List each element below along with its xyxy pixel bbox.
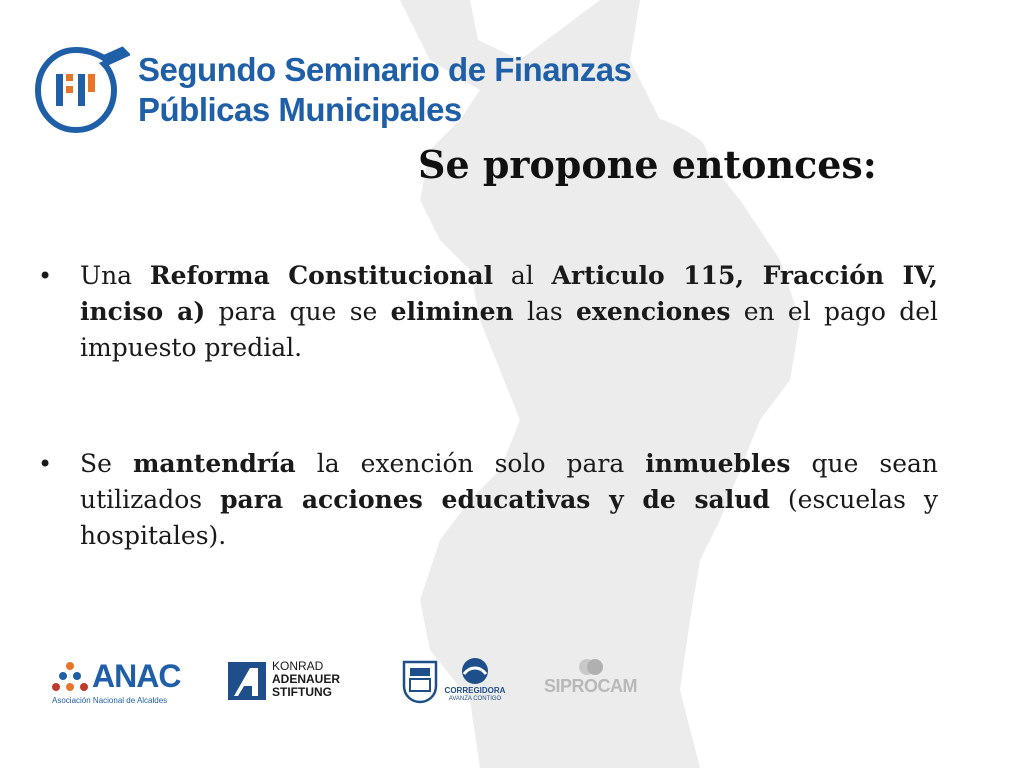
anac-name: ANAC (92, 658, 181, 694)
siprocam-icon (576, 656, 606, 678)
bullet-text: Se mantendría la exención solo para inmuebles que sean utilizados para acciones educativas y de salud (escuelas y hospitales). (80, 449, 939, 550)
footer-logos (0, 652, 1024, 712)
corregidora-name: CORREGIDORA (444, 686, 506, 695)
seminar-title (138, 50, 631, 130)
konrad-adenauer-logo (228, 660, 368, 704)
bullet-item-1 (38, 258, 938, 366)
kas-name: KONRAD ADENAUER STIFTUNG (272, 659, 341, 699)
corregidora-icon (440, 656, 510, 686)
fp-logo-icon (34, 44, 130, 134)
bullet-dot: • (38, 450, 53, 478)
bullet-item-2 (38, 446, 938, 554)
corregidora-logo (440, 656, 510, 706)
bullet-list (38, 258, 938, 554)
anac-subtitle: Asociación Nacional de Alcaldes (52, 696, 168, 705)
siprocam-name: SIPROCAM (544, 676, 638, 696)
anac-dots-icon (52, 660, 88, 696)
municipal-seal-icon (400, 656, 440, 704)
corregidora-tagline: AVANZA CONTIGO (448, 696, 502, 702)
seminar-title-line2: Públicas Municipales (138, 91, 462, 128)
kas-mark-icon (228, 662, 266, 700)
bullet-dot: • (38, 262, 53, 290)
slide-title: Se propone entonces: (418, 142, 877, 187)
seminar-title-line1: Segundo Seminario de Finanzas (138, 51, 632, 88)
siprocam-logo (544, 656, 640, 708)
bullet-text: Una Reforma Constitucional al Articulo 115, Fracción IV, inciso a) para que se eliminen las exenciones en el pago del impuesto predial. (80, 261, 939, 362)
anac-logo (52, 658, 192, 706)
